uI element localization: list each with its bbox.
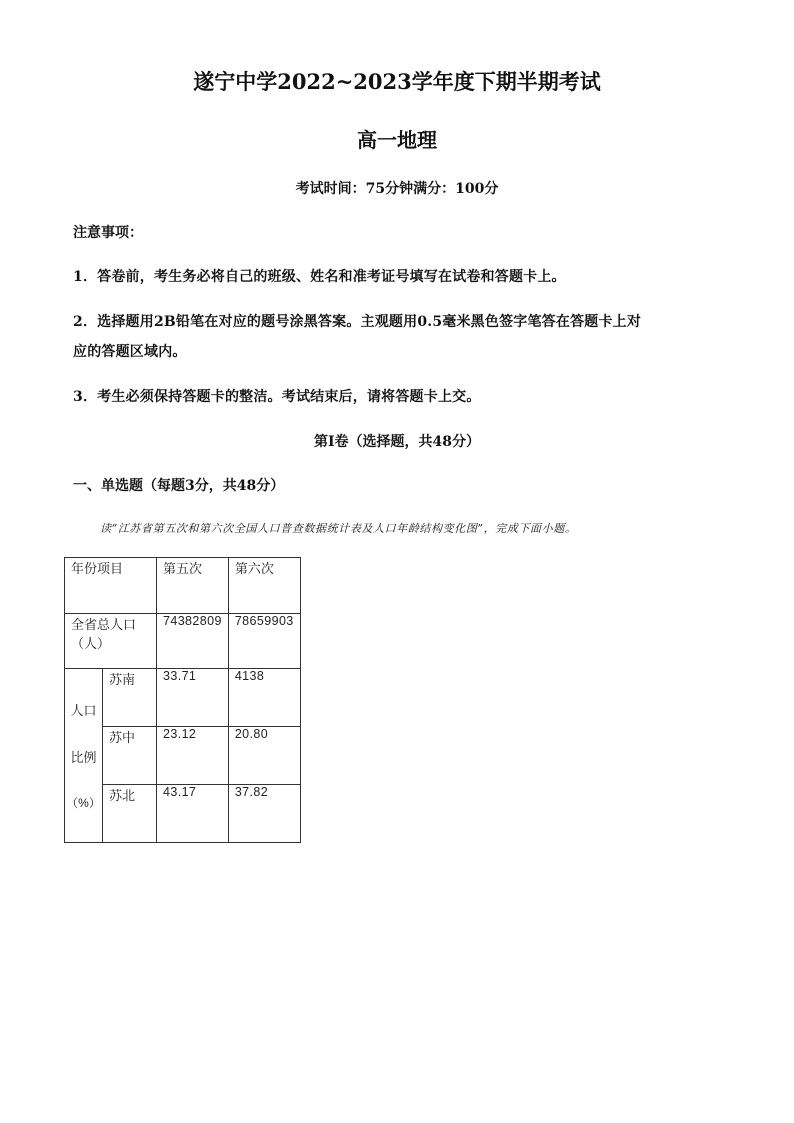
table-cell: 43.17 — [157, 785, 229, 843]
note-item-continuation: 应的答题区域内。 — [73, 344, 187, 360]
table-header-cell: 第五次 — [157, 558, 229, 614]
note-item: 2．选择题用2B铅笔在对应的题号涂黑答案。主观题用0.5毫米黑色签字笔答在答题卡上对 — [73, 314, 642, 330]
region-name: 苏中 — [103, 727, 157, 785]
table-header-cell: 年份项目 — [65, 558, 157, 614]
table-cell: 23.12 — [157, 727, 229, 785]
ratio-label-line: （%） — [66, 796, 101, 810]
region-name: 苏南 — [103, 669, 157, 727]
table-cell: 74382809 — [157, 614, 229, 669]
question-passage: 读“江苏省第五次和第六次全国人口普查数据统计表及人口年龄结构变化图”，完成下面小题。 — [100, 522, 577, 535]
table-cell: 78659903 — [228, 614, 300, 669]
notes-heading: 注意事项： — [73, 225, 143, 241]
note-item: 1．答卷前，考生务必将自己的班级、姓名和准考证号填写在试卷和答题卡上。 — [73, 269, 566, 285]
census-table — [64, 557, 301, 843]
population-ratio-label — [65, 669, 103, 843]
total-population-label: 全省总人口（人） — [65, 614, 157, 669]
table-header-cell: 第六次 — [228, 558, 300, 614]
ratio-label-line: 比例 — [70, 750, 97, 765]
table-row — [65, 669, 301, 727]
section-title: 第Ⅰ卷（选择题，共48分） — [313, 434, 481, 450]
note-item: 3．考生必须保持答题卡的整洁。考试结束后，请将答题卡上交。 — [73, 389, 481, 405]
ratio-label-line: 人口 — [70, 703, 97, 718]
table-cell: 37.82 — [228, 785, 300, 843]
region-name: 苏北 — [103, 785, 157, 843]
exam-info: 考试时间：75分钟满分：100分 — [295, 181, 499, 197]
subject-title: 高一地理 — [357, 128, 437, 152]
table-row — [65, 614, 301, 669]
question-type-heading: 一、单选题（每题3分，共48分） — [73, 478, 285, 494]
table-cell: 4138 — [228, 669, 300, 727]
table-header-row — [65, 558, 301, 614]
table-cell: 20.80 — [228, 727, 300, 785]
exam-title: 遂宁中学2022~2023学年度下期半期考试 — [193, 69, 601, 94]
table-cell: 33.71 — [157, 669, 229, 727]
